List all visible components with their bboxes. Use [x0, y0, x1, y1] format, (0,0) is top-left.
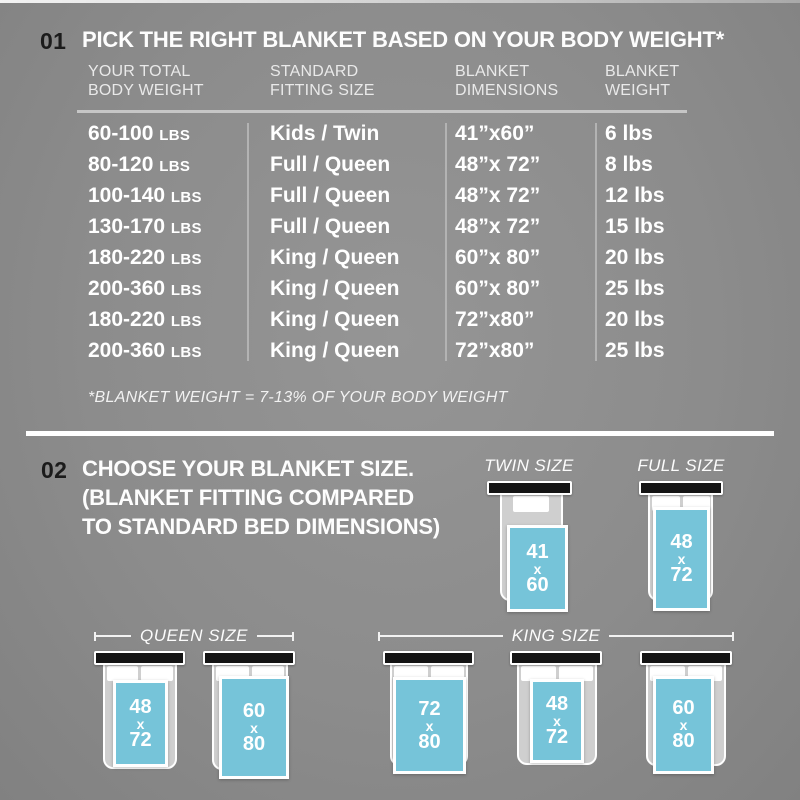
twin-pillow	[513, 496, 549, 512]
body-weight-value: 180-220	[88, 246, 166, 269]
blanket-length: 72	[670, 564, 693, 586]
cell-fitting-size: King / Queen	[270, 339, 400, 362]
column-header-line: FITTING SIZE	[270, 82, 375, 99]
cell-blanket-weight: 15 lbs	[605, 215, 665, 238]
cell-blanket-weight: 25 lbs	[605, 277, 665, 300]
blanket-x: x	[533, 560, 542, 577]
cell-body-weight	[88, 118, 190, 151]
queen-headboard	[94, 651, 185, 665]
body-weight-value: 200-360	[88, 339, 166, 362]
top-edge-highlight	[0, 0, 800, 3]
column-header-line: STANDARD	[270, 63, 359, 80]
blanket-x: x	[553, 713, 561, 729]
column-header-fitting-size	[270, 62, 375, 100]
column-header-line: BLANKET	[605, 63, 680, 80]
queen-size-dimension-line	[94, 626, 294, 645]
table-row	[0, 180, 800, 211]
table-row	[0, 149, 800, 180]
cell-fitting-size: Full / Queen	[270, 215, 391, 238]
blanket-x: x	[679, 717, 688, 733]
cell-dimensions: 48”x 72”	[455, 215, 541, 238]
blanket-x: x	[136, 715, 145, 732]
blanket-x: x	[677, 551, 686, 567]
blanket-x: x	[250, 719, 258, 736]
blanket-72x80	[393, 677, 466, 774]
body-weight-unit: LBS	[170, 251, 202, 268]
blanket-width: 72	[418, 697, 441, 720]
queen-size-label: QUEEN SIZE	[140, 626, 248, 645]
cell-blanket-weight: 12 lbs	[605, 184, 665, 207]
section-02-title-line: TO STANDARD BED DIMENSIONS)	[82, 514, 441, 539]
cell-blanket-weight: 20 lbs	[605, 246, 665, 269]
blanket-width: 41	[526, 540, 549, 563]
cell-body-weight	[88, 211, 202, 244]
body-weight-unit: LBS	[170, 220, 202, 237]
cell-fitting-size: King / Queen	[270, 277, 400, 300]
body-weight-value: 60-100	[88, 122, 154, 145]
column-header-line: DIMENSIONS	[455, 82, 559, 99]
king-headboard	[510, 651, 602, 665]
full-headboard	[639, 481, 723, 495]
blanket-48x72	[113, 680, 168, 767]
section-02-title-line: CHOOSE YOUR BLANKET SIZE.	[82, 456, 414, 481]
cell-dimensions: 72”x80”	[455, 308, 535, 331]
cell-fitting-size: Kids / Twin	[270, 122, 380, 145]
king-headboard	[640, 651, 732, 665]
blanket-width: 48	[670, 531, 693, 553]
cell-blanket-weight: 8 lbs	[605, 153, 653, 176]
king-size-label: KING SIZE	[511, 626, 601, 645]
blanket-length: 72	[129, 728, 152, 751]
dimension-line	[257, 635, 292, 637]
blanket-width: 48	[545, 693, 569, 715]
column-header-dimensions	[455, 62, 558, 100]
column-header-blanket-weight	[605, 62, 679, 100]
section-01-number: 01	[40, 28, 67, 54]
queen-pillow	[107, 666, 138, 681]
full-size-label: FULL SIZE	[637, 456, 725, 475]
dimension-line	[96, 635, 131, 637]
blanket-x: x	[425, 717, 434, 734]
table-row	[0, 118, 800, 149]
footnote: *BLANKET WEIGHT = 7-13% OF YOUR BODY WEIGHT	[88, 389, 508, 406]
body-weight-value: 180-220	[88, 308, 166, 331]
column-header-line: WEIGHT	[605, 82, 671, 99]
cell-body-weight	[88, 304, 202, 337]
cell-fitting-size: King / Queen	[270, 246, 400, 269]
table-row	[0, 211, 800, 242]
cell-dimensions: 60”x 80”	[455, 277, 541, 300]
column-header-body-weight	[88, 62, 204, 100]
cell-dimensions: 48”x 72”	[455, 184, 541, 207]
cell-body-weight	[88, 335, 202, 368]
blanket-width: 48	[129, 695, 152, 718]
header-underline	[77, 110, 687, 113]
blanket-width: 60	[672, 697, 695, 719]
section-02-title	[82, 454, 440, 541]
body-weight-value: 80-120	[88, 153, 154, 176]
column-header-line: BLANKET	[455, 63, 530, 80]
queen-pillow	[141, 666, 173, 681]
twin-size-label: TWIN SIZE	[484, 456, 574, 475]
table-row	[0, 304, 800, 335]
dimension-tick	[732, 632, 734, 641]
cell-blanket-weight: 25 lbs	[605, 339, 665, 362]
blanket-length: 72	[545, 726, 569, 748]
cell-fitting-size: King / Queen	[270, 308, 400, 331]
cell-body-weight	[88, 180, 202, 213]
body-weight-unit: LBS	[170, 189, 202, 206]
blanket-width: 60	[242, 699, 266, 722]
blanket-length: 80	[672, 730, 695, 752]
cell-body-weight	[88, 242, 202, 275]
column-header-line: YOUR TOTAL	[88, 63, 191, 80]
section-02-title-line: (BLANKET FITTING COMPARED	[82, 485, 414, 510]
blanket-60x80	[219, 676, 289, 779]
blanket-60x80	[653, 676, 714, 774]
cell-fitting-size: Full / Queen	[270, 184, 391, 207]
king-size-dimension-line	[378, 626, 734, 645]
blanket-length: 80	[242, 732, 266, 755]
cell-dimensions: 48”x 72”	[455, 153, 541, 176]
section-02-number: 02	[41, 457, 68, 483]
body-weight-unit: LBS	[170, 344, 202, 361]
cell-dimensions: 41”x60”	[455, 122, 535, 145]
body-weight-unit: LBS	[170, 313, 202, 330]
twin-headboard	[487, 481, 572, 495]
cell-body-weight	[88, 273, 202, 306]
body-weight-unit: LBS	[170, 282, 202, 299]
body-weight-value: 200-360	[88, 277, 166, 300]
table-row	[0, 242, 800, 273]
table-row	[0, 273, 800, 304]
blanket-48x72	[653, 507, 710, 611]
cell-body-weight	[88, 149, 190, 182]
blanket-41x60	[507, 525, 568, 612]
cell-blanket-weight: 6 lbs	[605, 122, 653, 145]
dimension-line	[380, 635, 503, 637]
queen-headboard	[203, 651, 295, 665]
section-01-title: PICK THE RIGHT BLANKET BASED ON YOUR BODY WEIGHT*	[82, 27, 725, 52]
cell-fitting-size: Full / Queen	[270, 153, 391, 176]
dimension-tick	[292, 632, 294, 641]
body-weight-value: 100-140	[88, 184, 166, 207]
dimension-line	[609, 635, 732, 637]
column-header-line: BODY WEIGHT	[88, 82, 204, 99]
cell-dimensions: 72”x80”	[455, 339, 535, 362]
section-divider	[26, 431, 774, 436]
body-weight-unit: LBS	[159, 158, 191, 175]
body-weight-value: 130-170	[88, 215, 166, 238]
table-row	[0, 335, 800, 366]
king-headboard	[383, 651, 474, 665]
blanket-48x72	[530, 679, 584, 763]
body-weight-unit: LBS	[159, 127, 191, 144]
cell-blanket-weight: 20 lbs	[605, 308, 665, 331]
blanket-length: 60	[526, 573, 549, 596]
cell-dimensions: 60”x 80”	[455, 246, 541, 269]
blanket-length: 80	[418, 730, 441, 753]
